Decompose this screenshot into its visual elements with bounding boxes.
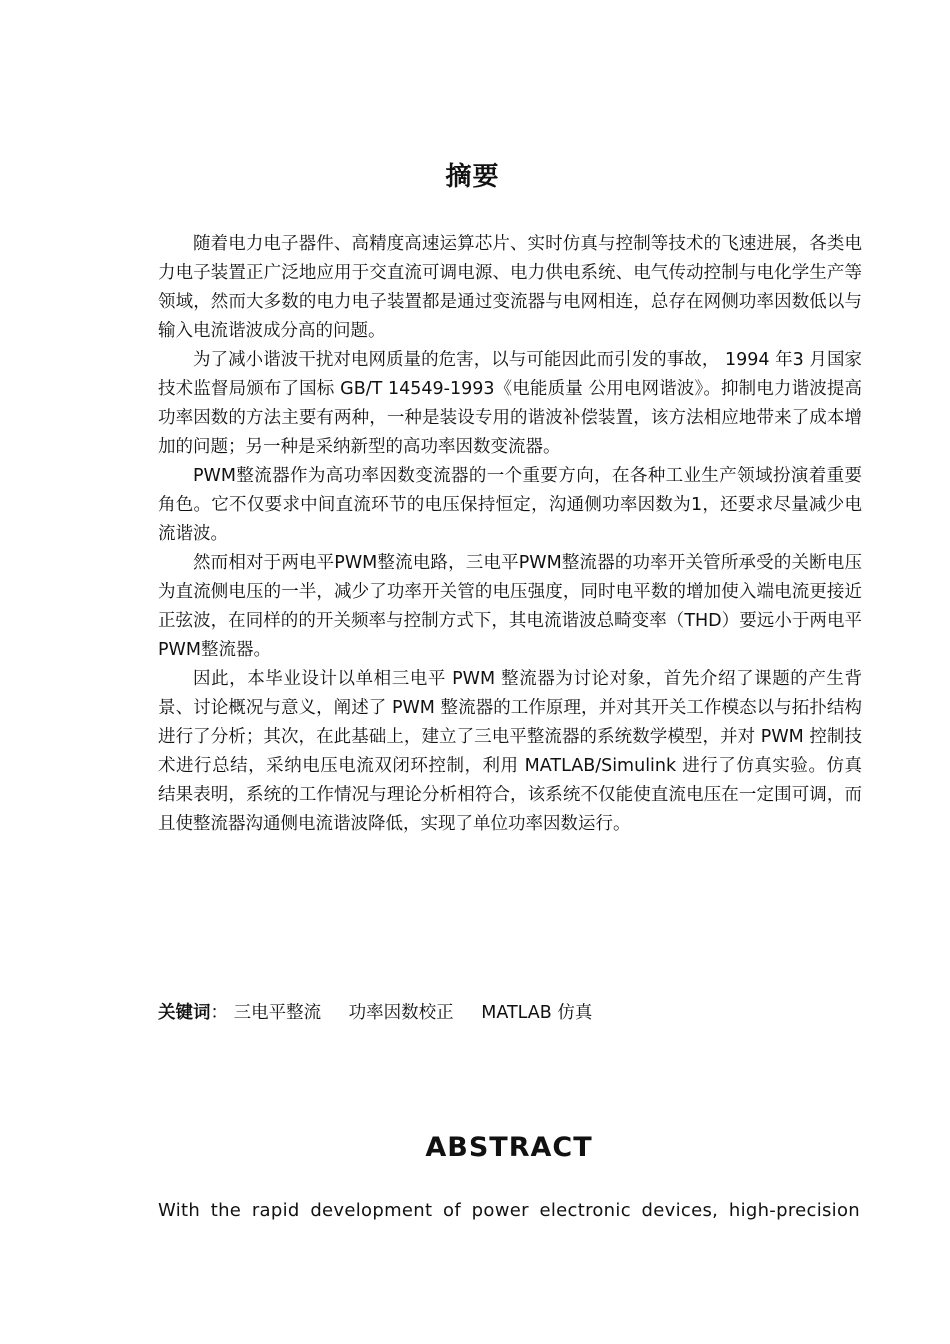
abstract-cn-body	[158, 230, 862, 839]
keywords-label: 关键词	[158, 1003, 211, 1023]
abstract-cn-paragraph-5: 因此，本毕业设计以单相三电平 PWM 整流器为讨论对象，首先介绍了课题的产生背景、讨论概况与意义，阐述了 PWM 整流器的工作原理，并对其开关工作模态以与拓扑结构进行了分析；其次，在此基础上，建立了三电平整流器的系统数学模型，并对 PWM 控制技术进行总结，采纳电压电流双闭环控制，利用 MATLAB/Simulink 进行了仿真实验。仿真结果表明，系统的工作情况与理论分析相符合，该系统不仅能使直流电压在一定围可调，而且使整流器沟通侧电流谐波降低，实现了单位功率因数运行。	[158, 669, 862, 834]
abstract-cn-paragraph-2: 为了减小谐波干扰对电网质量的危害，以与可能因此而引发的事故， 1994 年3 月国家技术监督局颁布了国标 GB/T 14549-1993《电能质量 公用电网谐波》。抑制电力谐波提高功率因数的方法主要有两种，一种是装设专用的谐波补偿装置，该方法相应地带来了成本增加的问题；另一种是采纳新型的高功率因数变流器。	[158, 350, 862, 457]
keywords-line	[158, 999, 862, 1028]
abstract-cn-paragraph-4: 然而相对于两电平PWM整流电路，三电平PWM整流器的功率开关管所承受的关断电压为直流侧电压的一半，减少了功率开关管的电压强度，同时电平数的增加使入端电流更接近正弦波，在同样的的开关频率与控制方式下，其电流谐波总畸变率（THD）要远小于两电平PWM整流器。	[158, 553, 862, 660]
keyword-item: MATLAB 仿真	[481, 1003, 593, 1023]
keywords-separator: ：	[210, 1003, 228, 1023]
keyword-item: 功率因数校正	[348, 1003, 454, 1023]
abstract-en-first-line: With the rapid development of power electronic devices, high-precision	[158, 1200, 860, 1221]
abstract-cn-paragraph-3: PWM整流器作为高功率因数变流器的一个重要方向，在各种工业生产领域扮演着重要角色。它不仅要求中间直流环节的电压保持恒定，沟通侧功率因数为1，还要求尽量减少电流谐波。	[158, 466, 862, 544]
abstract-cn-paragraph-1: 随着电力电子器件、高精度高速运算芯片、实时仿真与控制等技术的飞速进展，各类电力电子装置正广泛地应用于交直流可调电源、电力供电系统、电气传动控制与电化学生产等领域，然而大多数的电力电子装置都是通过变流器与电网相连，总存在网侧功率因数低以与输入电流谐波成分高的问题。	[158, 234, 862, 341]
abstract-cn-title: 摘要	[445, 162, 500, 192]
keyword-item: 三电平整流	[233, 1003, 322, 1023]
abstract-en-title: ABSTRACT	[425, 1132, 593, 1163]
